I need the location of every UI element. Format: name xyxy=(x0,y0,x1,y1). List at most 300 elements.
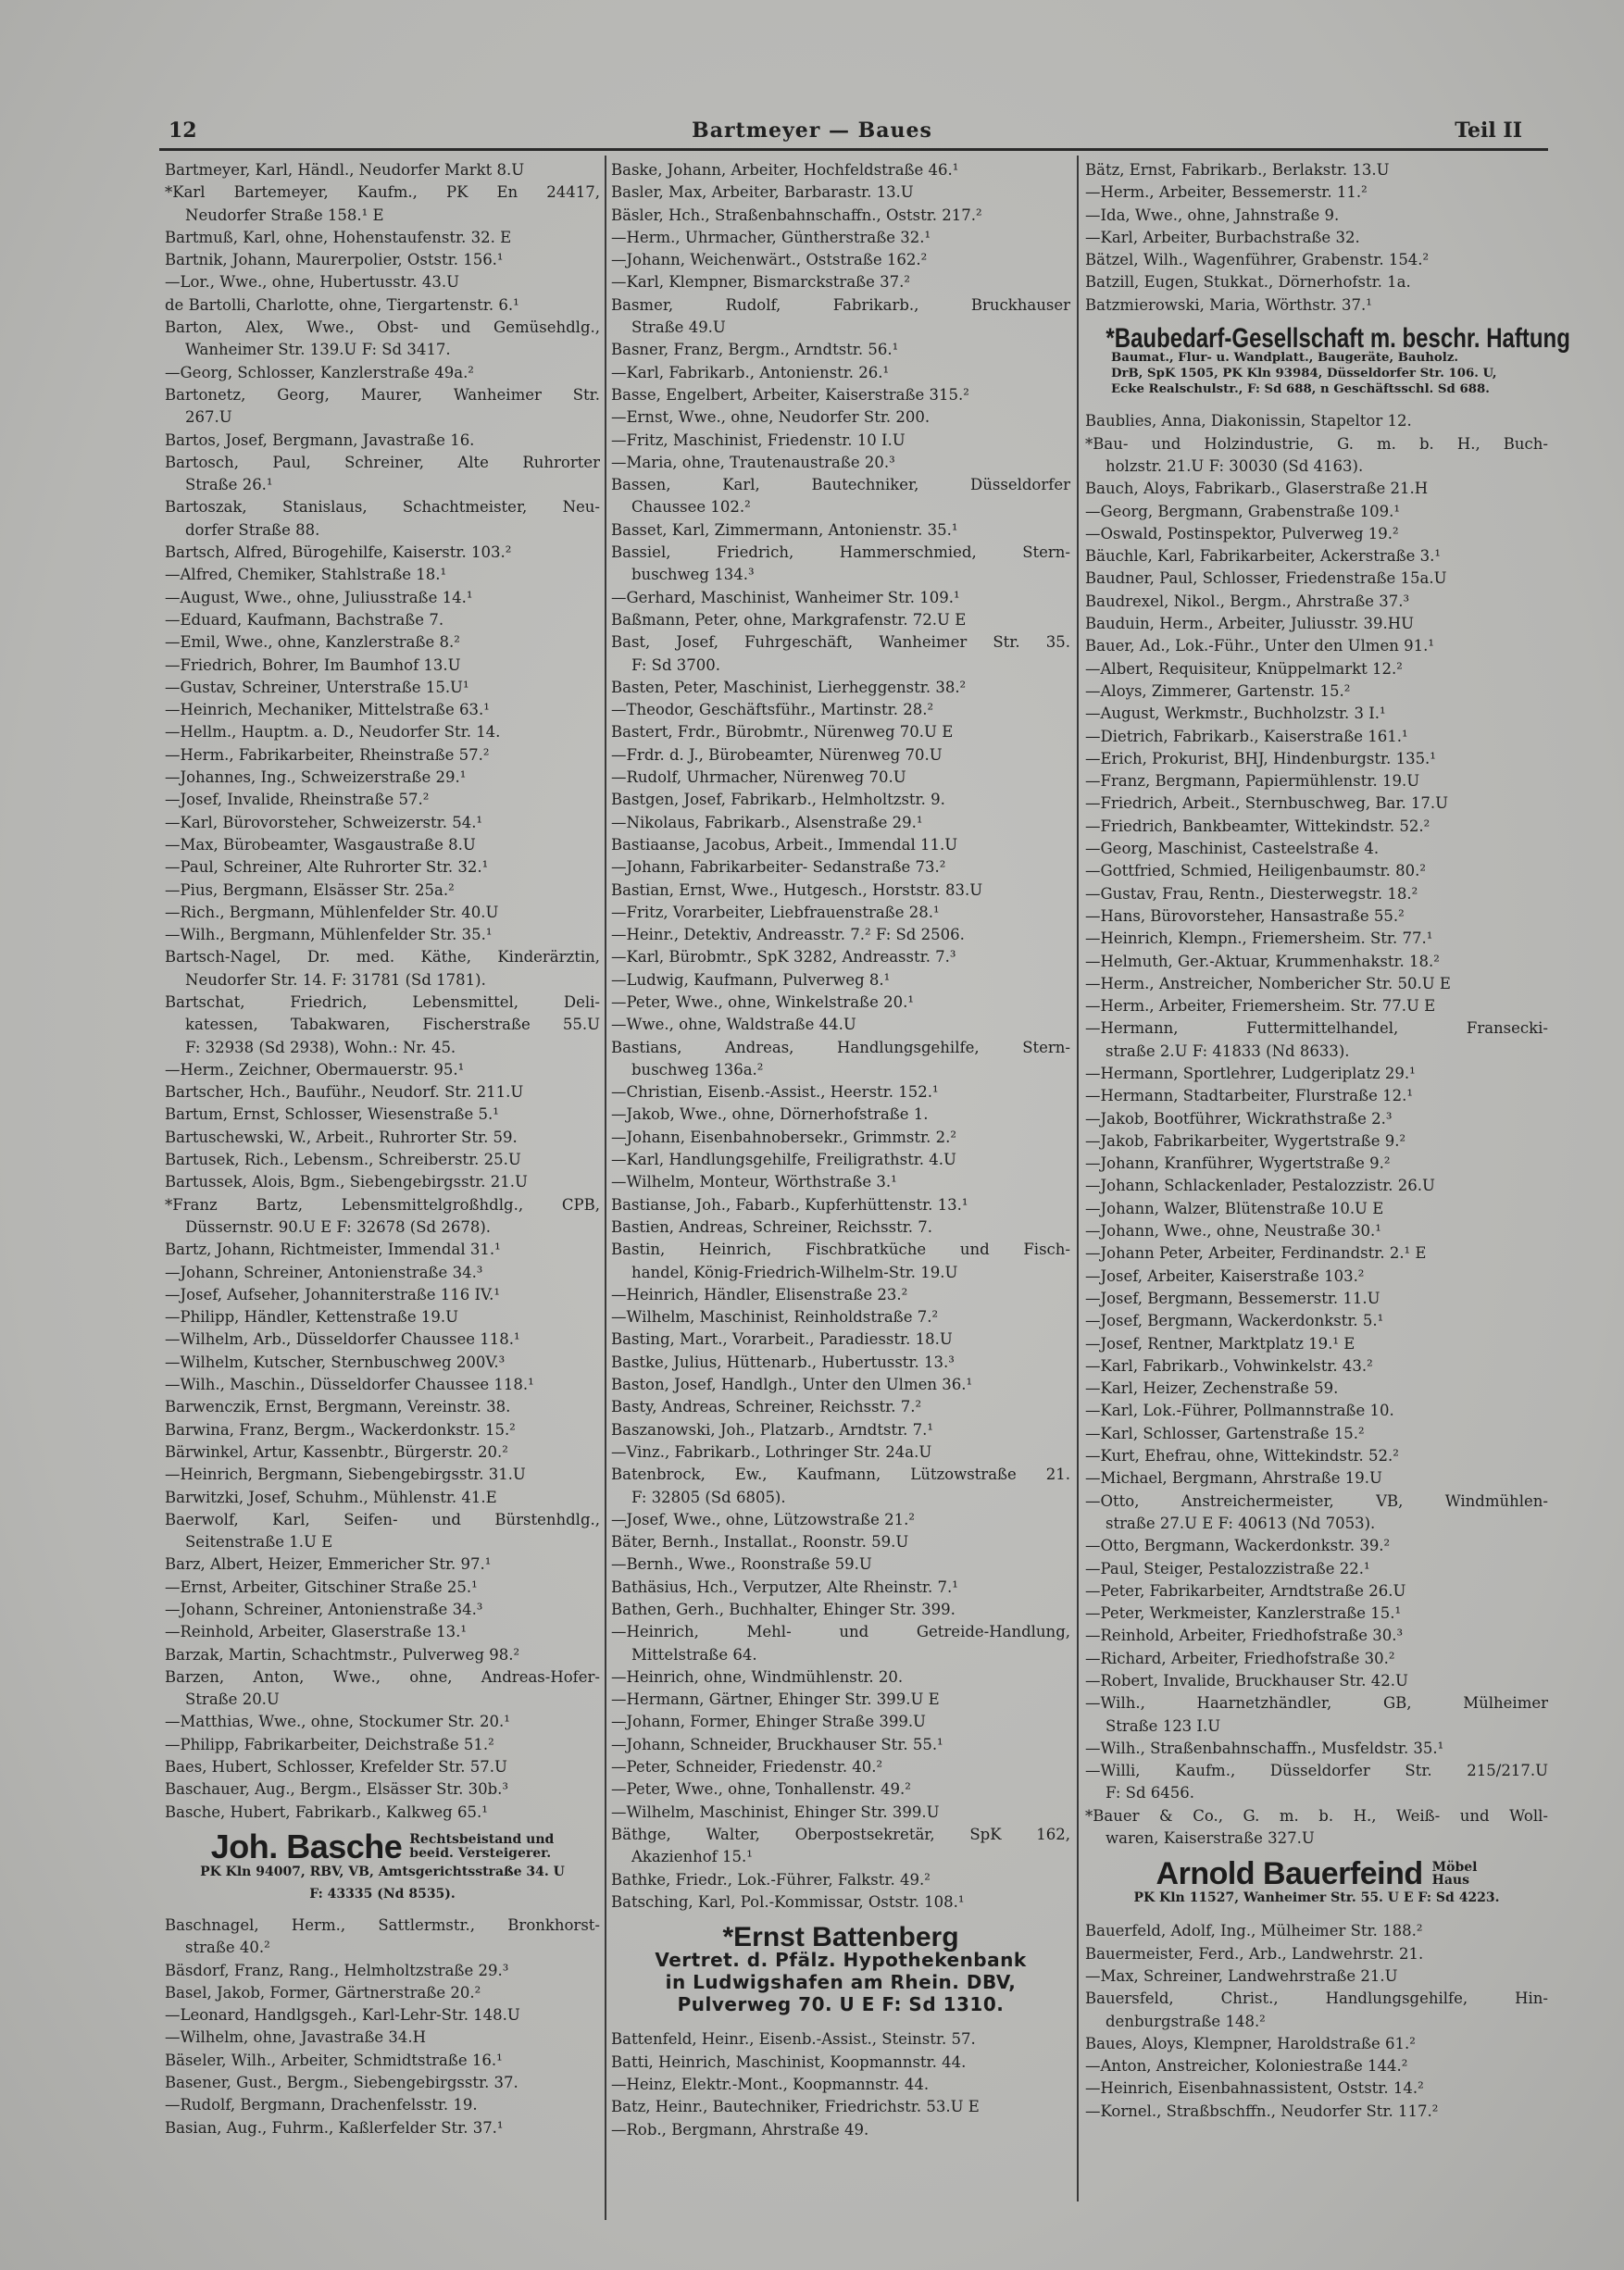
entry-line: —Jakob, Wwe., ohne, Dörnerhofstraße 1. xyxy=(611,1105,929,1124)
directory-entry xyxy=(1085,1920,1548,1942)
directory-entry xyxy=(611,1734,1070,1756)
entry-line: —Reinhold, Arbeiter, Glaserstraße 13.¹ xyxy=(165,1623,467,1641)
entry-line: Bast, Josef, Fuhrgeschäft, Wanheimer Str. 35. xyxy=(611,633,1070,652)
entry-line: Bäsler, Hch., Straßenbahnschaffn., Oststr. 217.² xyxy=(611,206,982,224)
directory-entry xyxy=(165,1352,600,1374)
directory-entry xyxy=(611,1104,1070,1126)
directory-entry xyxy=(165,317,600,362)
directory-entry xyxy=(165,1982,600,2004)
directory-entry xyxy=(165,1644,600,1666)
directory-entry xyxy=(1085,181,1548,204)
entry-line: —Hermann, Sportlehrer, Ludgeriplatz 29.¹ xyxy=(1085,1064,1416,1082)
entry-line: —Kornel., Straßbschffn., Neudorfer Str. 117.² xyxy=(1085,2102,1439,2120)
entry-line: —Johann, Walzer, Blütenstraße 10.U E xyxy=(1085,1199,1384,1217)
entry-line: Bätzel, Wilh., Wagenführer, Grabenstr. 154.² xyxy=(1085,251,1430,269)
entry-line: —Georg, Maschinist, Casteelstraße 4. xyxy=(1085,840,1380,858)
directory-entry xyxy=(611,542,1070,587)
entry-line: Basten, Peter, Maschinist, Lierheggenstr. 38.² xyxy=(611,678,967,696)
directory-entry xyxy=(165,1441,600,1464)
entry-line: —Nikolaus, Fabrikarb., Alsenstraße 29.¹ xyxy=(611,813,923,831)
directory-entry xyxy=(165,2050,600,2072)
directory-entry xyxy=(611,946,1070,968)
directory-entry xyxy=(611,1441,1070,1464)
directory-entry xyxy=(1085,1085,1548,1107)
directory-entry xyxy=(165,1104,600,1126)
directory-entry xyxy=(611,1711,1070,1733)
directory-entry xyxy=(611,2052,1070,2074)
directory-entry xyxy=(165,946,600,992)
entry-line: —Karl, Fabrikarb., Vohwinkelstr. 43.² xyxy=(1085,1356,1373,1375)
entry-line: —Josef, Bergmann, Wackerdonkstr. 5.¹ xyxy=(1085,1312,1384,1330)
directory-entry xyxy=(165,1577,600,1599)
directory-entry xyxy=(1085,905,1548,928)
entry-line: —Christian, Eisenb.-Assist., Heerstr. 152.¹ xyxy=(611,1083,939,1102)
directory-entry xyxy=(165,2027,600,2049)
entry-line: —August, Wwe., ohne, Juliusstraße 14.¹ xyxy=(165,588,473,606)
directory-entry xyxy=(1085,1175,1548,1197)
entry-line: —Johann, Wwe., ohne, Neustraße 30.¹ xyxy=(1085,1222,1381,1241)
entry-line: —Peter, Fabrikarbeiter, Arndtstraße 26.U xyxy=(1085,1581,1406,1600)
entry-line: Batti, Heinrich, Maschinist, Koopmannstr. 44. xyxy=(611,2052,967,2071)
entry-continuation-line: 267.U xyxy=(185,408,232,427)
directory-entry xyxy=(165,2094,600,2116)
directory-entry xyxy=(611,1891,1070,1914)
entry-line: —Wilh., Straßenbahnschaffn., Musfeldstr. 35.¹ xyxy=(1085,1739,1444,1757)
directory-entry xyxy=(611,1194,1070,1216)
directory-entry xyxy=(611,362,1070,384)
entry-line: —Wilhelm, ohne, Javastraße 34.H xyxy=(165,2028,427,2047)
directory-entry xyxy=(611,271,1070,293)
directory-entry xyxy=(611,430,1070,452)
directory-entry xyxy=(1085,973,1548,995)
entry-line: —Wilh., Haarnetzhändler, GB, Mülheimer xyxy=(1085,1694,1548,1713)
directory-entry xyxy=(1085,159,1548,181)
entry-line: Bäsdorf, Franz, Rang., Helmholtzstraße 29.³ xyxy=(165,1961,509,1979)
entry-line: Bartsch-Nagel, Dr. med. Käthe, Kinderärztin, xyxy=(165,948,600,967)
entry-line: —Helmuth, Ger.-Aktuar, Krummenhakstr. 18.² xyxy=(1085,952,1440,970)
entry-line: —Heinrich, Händler, Elisenstraße 23.² xyxy=(611,1285,908,1303)
running-title: Bartmeyer — Baues xyxy=(692,118,932,143)
directory-entry xyxy=(611,1216,1070,1239)
directory-entry xyxy=(611,294,1070,340)
entry-continuation-line: F: 32805 (Sd 6805). xyxy=(631,1488,786,1506)
entry-line: Bartsch, Alfred, Bürogehilfe, Kaiserstr. 103.² xyxy=(165,543,512,562)
entry-line: —Oswald, Postinspektor, Pulverweg 19.² xyxy=(1085,524,1399,543)
directory-entry xyxy=(1085,792,1548,815)
directory-entry xyxy=(1085,2101,1548,2123)
entry-line: —Wilh., Maschin., Düsseldorfer Chaussee 118.¹ xyxy=(165,1376,534,1394)
directory-entry xyxy=(1085,995,1548,1017)
directory-entry xyxy=(611,2096,1070,2118)
advertisement-arnold-bauerfeind xyxy=(1085,1850,1548,1920)
entry-line: —Wilhelm, Arb., Düsseldorfer Chaussee 118.¹ xyxy=(165,1330,520,1349)
entry-line: —Heinrich, Eisenbahnassistent, Oststr. 14.² xyxy=(1085,2079,1424,2098)
directory-entry xyxy=(611,2119,1070,2141)
entry-continuation-line: Akazienhof 15.¹ xyxy=(631,1848,753,1866)
directory-entry xyxy=(611,1352,1070,1374)
advertisement-ernst-battenberg xyxy=(611,1914,1070,2028)
directory-entry xyxy=(611,1689,1070,1711)
directory-entry xyxy=(165,362,600,384)
entry-continuation-line: Chaussee 102.² xyxy=(631,498,751,517)
directory-entry xyxy=(165,1711,600,1733)
directory-entry xyxy=(1085,951,1548,973)
entry-line: Bartuschewski, W., Arbeit., Ruhrorter Str. 59. xyxy=(165,1128,518,1146)
directory-entry xyxy=(165,1127,600,1149)
entry-line: Batz, Heinr., Bautechniker, Friedrichstr. 53.U E xyxy=(611,2098,980,2116)
directory-entry xyxy=(611,227,1070,249)
entry-line: Barwenczik, Ernst, Bergmann, Vereinstr. 38. xyxy=(165,1398,511,1416)
entry-continuation-line: katessen, Tabakwaren, Fischerstraße 55.U xyxy=(185,1016,600,1034)
directory-entry xyxy=(165,271,600,293)
directory-entry xyxy=(165,181,600,227)
entry-line: Basse, Engelbert, Arbeiter, Kaiserstraße 315.² xyxy=(611,385,969,404)
entry-line: —Fritz, Vorarbeiter, Liebfrauenstraße 28.¹ xyxy=(611,903,940,921)
directory-entry xyxy=(165,564,600,586)
directory-entry xyxy=(1085,410,1548,432)
entry-continuation-line: buschweg 134.³ xyxy=(631,566,755,584)
directory-entry xyxy=(165,1802,600,1824)
directory-entry xyxy=(611,721,1070,743)
entry-line: —Karl, Bürobmtr., SpK 3282, Andreasstr. 7.³ xyxy=(611,948,956,967)
entry-line: —Otto, Anstreichermeister, VB, Windmühlen- xyxy=(1085,1491,1548,1510)
directory-entry xyxy=(1085,1648,1548,1670)
ad-title: Arnold Bauerfeind xyxy=(1156,1856,1423,1892)
directory-entry xyxy=(1085,1333,1548,1355)
directory-entry xyxy=(1085,1670,1548,1692)
directory-entry xyxy=(165,744,600,767)
entry-line: —Karl, Klempner, Bismarckstraße 37.² xyxy=(611,273,911,292)
entry-line: —Paul, Schreiner, Alte Ruhrorter Str. 32.¹ xyxy=(165,858,489,877)
directory-entry xyxy=(1085,1535,1548,1557)
entry-line: —Peter, Schneider, Friedenstr. 40.² xyxy=(611,1758,883,1777)
directory-entry xyxy=(1085,1130,1548,1153)
directory-entry xyxy=(1085,1580,1548,1603)
entry-line: —Heinrich, ohne, Windmühlenstr. 20. xyxy=(611,1667,904,1686)
entry-line: Bartnik, Johann, Maurerpolier, Oststr. 156.¹ xyxy=(165,251,504,269)
entry-line: Bauer, Ad., Lok.-Führ., Unter den Ulmen 91.¹ xyxy=(1085,637,1434,655)
entry-line: —Frdr. d. J., Bürobeamter, Nürenweg 70.U xyxy=(611,745,943,764)
entry-line: Bastgen, Josef, Fabrikarb., Helmholtzstr. 9. xyxy=(611,791,945,809)
directory-entry xyxy=(1085,1943,1548,1965)
entry-line: Bartmuß, Karl, ohne, Hohenstaufenstr. 32. E xyxy=(165,228,512,246)
directory-entry xyxy=(165,767,600,789)
directory-entry xyxy=(1085,1220,1548,1242)
directory-entry xyxy=(1085,658,1548,680)
section-label: Teil II xyxy=(1455,118,1522,143)
directory-entry xyxy=(165,2117,600,2139)
directory-entry xyxy=(1085,1965,1548,1988)
entry-line: Bassen, Karl, Bautechniker, Düsseldorfer xyxy=(611,476,1070,494)
directory-entry xyxy=(1085,227,1548,249)
ad-line: Vertret. d. Pfälz. Hypothekenbank xyxy=(655,1949,1027,1972)
directory-entry xyxy=(611,1756,1070,1778)
entry-continuation-line: F: 32938 (Sd 2938), Wohn.: Nr. 45. xyxy=(185,1038,456,1056)
directory-entry xyxy=(611,969,1070,992)
directory-entry xyxy=(165,1509,600,1554)
directory-entry xyxy=(611,519,1070,542)
directory-entry xyxy=(1085,1198,1548,1220)
directory-entry xyxy=(1085,1153,1548,1175)
directory-entry xyxy=(611,856,1070,879)
ad-line: DrB, SpK 1505, PK Kln 93984, Düsseldorfer Str. 106. U, xyxy=(1111,367,1497,381)
entry-line: Bastian, Ernst, Wwe., Hutgesch., Horststr. 83.U xyxy=(611,880,983,899)
entry-line: Bäthge, Walter, Oberpostsekretär, SpK 162, xyxy=(611,1825,1070,1843)
entry-line: —Wilhelm, Kutscher, Sternbuschweg 200V.³ xyxy=(165,1353,506,1371)
entry-line: —Johann Peter, Arbeiter, Ferdinandstr. 2.¹ E xyxy=(1085,1244,1427,1263)
directory-entry xyxy=(611,1869,1070,1891)
directory-entry xyxy=(165,1778,600,1801)
entry-line: Batzill, Eugen, Stukkat., Dörnerhofstr. 1a. xyxy=(1085,273,1411,292)
directory-entry xyxy=(611,205,1070,227)
directory-entry xyxy=(1085,883,1548,905)
directory-entry xyxy=(1085,591,1548,613)
directory-entry xyxy=(611,406,1070,429)
directory-entry xyxy=(1085,1242,1548,1265)
directory-entry xyxy=(611,1396,1070,1418)
ad-line: F: 43335 (Nd 8535). xyxy=(309,1886,456,1902)
entry-continuation-line: Neudorfer Str. 14. F: 31781 (Sd 1781). xyxy=(185,970,486,989)
entry-line: —Willi, Kaufm., Düsseldorfer Str. 215/217.U xyxy=(1085,1762,1548,1780)
entry-line: —Reinhold, Arbeiter, Friedhofstraße 30.³ xyxy=(1085,1627,1404,1645)
directory-entry xyxy=(611,1374,1070,1396)
entry-line: Baschnagel, Herm., Sattlermstr., Bronkhorst- xyxy=(165,1915,600,1934)
entry-line: —Gottfried, Schmied, Heiligenbaumstr. 80.² xyxy=(1085,862,1427,880)
directory-entry xyxy=(611,1171,1070,1193)
entry-line: —Erich, Prokurist, BHJ, Hindenburgstr. 135.¹ xyxy=(1085,749,1436,767)
directory-entry xyxy=(165,631,600,654)
directory-entry xyxy=(165,2072,600,2094)
directory-entry xyxy=(611,1802,1070,1824)
entry-line: —Max, Schreiner, Landwehrstraße 21.U xyxy=(1085,1966,1398,1985)
entry-line: —Friedrich, Arbeit., Sternbuschweg, Bar. 17.U xyxy=(1085,794,1449,813)
entry-continuation-line: straße 27.U E F: 40613 (Nd 7053). xyxy=(1106,1514,1376,1532)
entry-line: Bäter, Bernh., Installat., Roonstr. 59.U xyxy=(611,1533,909,1552)
entry-line: Basner, Franz, Bergm., Arndtstr. 56.¹ xyxy=(611,341,899,359)
entry-line: Bauersfeld, Christ., Handlungsgehilfe, Hin- xyxy=(1085,1989,1548,2008)
directory-entry xyxy=(1085,1760,1548,1805)
column-middle xyxy=(611,159,1070,2141)
column-divider xyxy=(1077,156,1079,2201)
entry-continuation-line: Straße 26.¹ xyxy=(185,476,273,494)
directory-entry xyxy=(1085,726,1548,748)
entry-line: —Rudolf, Uhrmacher, Nürenweg 70.U xyxy=(611,768,906,787)
entry-line: —Herm., Arbeiter, Bessemerstr. 11.² xyxy=(1085,183,1368,202)
directory-entry xyxy=(1085,1445,1548,1467)
directory-entry xyxy=(165,879,600,902)
entry-continuation-line: Neudorfer Straße 158.¹ E xyxy=(185,206,384,224)
entry-line: —Heinrich, Mechaniker, Mittelstraße 63.¹ xyxy=(165,701,490,719)
directory-entry xyxy=(611,992,1070,1014)
page-number: 12 xyxy=(169,118,197,143)
entry-line: —Johann, Kranführer, Wygertstraße 9.² xyxy=(1085,1154,1391,1173)
directory-entry xyxy=(611,587,1070,609)
ad-title: *Baubedarf-Gesellschaft m. beschr. Haftung xyxy=(1106,323,1570,355)
directory-entry xyxy=(1085,1467,1548,1490)
entry-line: —Heinrich, Bergmann, Siebengebirgsstr. 31.U xyxy=(165,1466,526,1484)
entry-line: Barz, Albert, Heizer, Emmericher Str. 97.¹ xyxy=(165,1555,492,1574)
directory-entry xyxy=(611,1599,1070,1621)
entry-line: —Rich., Bergmann, Mühlenfelder Str. 40.U xyxy=(165,903,499,921)
directory-entry xyxy=(165,1194,600,1240)
directory-entry xyxy=(165,677,600,699)
directory-entry xyxy=(611,452,1070,474)
directory-entry xyxy=(1085,249,1548,271)
entry-line: Bartos, Josef, Bergmann, Javastraße 16. xyxy=(165,430,475,449)
entry-line: Barton, Alex, Wwe., Obst- und Gemüsehdlg., xyxy=(165,318,600,337)
directory-entry xyxy=(1085,928,1548,950)
entry-line: —Herm., Fabrikarbeiter, Rheinstraße 57.² xyxy=(165,745,490,764)
directory-entry xyxy=(165,856,600,879)
directory-entry xyxy=(165,1756,600,1778)
entry-line: —Otto, Bergmann, Wackerdonkstr. 39.² xyxy=(1085,1537,1391,1555)
directory-entry xyxy=(1085,2077,1548,2100)
entry-line: Bastke, Julius, Hüttenarb., Hubertusstr. 13.³ xyxy=(611,1353,955,1371)
entry-line: Bartussek, Alois, Bgm., Siebengebirgsstr. 21.U xyxy=(165,1173,528,1191)
entry-line: —Kurt, Ehefrau, ohne, Wittekindstr. 52.² xyxy=(1085,1447,1399,1466)
entry-line: —Georg, Schlosser, Kanzlerstraße 49a.² xyxy=(165,363,474,381)
directory-entry xyxy=(611,1037,1070,1082)
ad-line: PK Kln 11527, Wanheimer Str. 55. U E F: Sd 4223. xyxy=(1133,1890,1500,1906)
entry-line: Bartum, Ernst, Schlosser, Wiesenstraße 5.¹ xyxy=(165,1105,499,1124)
entry-line: —Josef, Wwe., ohne, Lützowstraße 21.² xyxy=(611,1510,915,1528)
directory-entry xyxy=(165,1960,600,1982)
entry-line: —Philipp, Fabrikarbeiter, Deichstraße 51.² xyxy=(165,1735,494,1753)
entry-line: —Jakob, Fabrikarbeiter, Wygertstraße 9.² xyxy=(1085,1131,1406,1150)
ad-subtitle: Rechtsbeistand und xyxy=(409,1831,555,1847)
entry-continuation-line: Straße 49.U xyxy=(631,318,726,337)
entry-line: —Vinz., Fabrikarb., Lothringer Str. 24a.U xyxy=(611,1442,932,1461)
entry-line: —Heinrich, Klempn., Friemersheim. Str. 77.¹ xyxy=(1085,929,1433,948)
directory-entry xyxy=(1085,1266,1548,1288)
directory-entry xyxy=(165,1328,600,1351)
entry-line: —Anton, Anstreicher, Koloniestraße 144.² xyxy=(1085,2057,1408,2076)
entry-line: —Peter, Werkmeister, Kanzlerstraße 15.¹ xyxy=(1085,1604,1402,1623)
directory-entry xyxy=(1085,703,1548,725)
directory-entry xyxy=(611,609,1070,631)
directory-entry xyxy=(165,496,600,542)
directory-entry xyxy=(1085,501,1548,523)
directory-entry xyxy=(1085,748,1548,770)
entry-line: —Johann, Schneider, Bruckhauser Str. 55.¹ xyxy=(611,1735,943,1753)
entry-continuation-line: Straße 123 I.U xyxy=(1106,1716,1221,1735)
entry-line: —Hermann, Gärtner, Ehinger Str. 399.U E xyxy=(611,1690,940,1709)
directory-entry xyxy=(165,249,600,271)
directory-entry xyxy=(611,924,1070,946)
entry-continuation-line: Mittelstraße 64. xyxy=(631,1645,757,1664)
directory-entry xyxy=(165,1621,600,1643)
directory-entry xyxy=(165,789,600,811)
entry-line: —Karl, Bürovorsteher, Schweizerstr. 54.¹ xyxy=(165,813,483,831)
directory-entry xyxy=(165,834,600,856)
entry-line: Bartonetz, Georg, Maurer, Wanheimer Str. xyxy=(165,385,600,404)
directory-entry xyxy=(165,1666,600,1712)
entry-line: —Pius, Bergmann, Elsässer Str. 25a.² xyxy=(165,880,455,899)
directory-entry xyxy=(611,474,1070,519)
entry-line: Bartusek, Rich., Lebensm., Schreiberstr. 25.U xyxy=(165,1151,521,1169)
entry-line: Bauermeister, Ferd., Arb., Landwehrstr. 21. xyxy=(1085,1944,1424,1963)
directory-entry xyxy=(611,1464,1070,1509)
entry-line: —Jakob, Bootführer, Wickrathstraße 2.³ xyxy=(1085,1109,1393,1128)
directory-entry xyxy=(165,1419,600,1441)
entry-line: Bartosch, Paul, Schreiner, Alte Ruhrorter xyxy=(165,453,600,471)
directory-entry xyxy=(1085,2055,1548,2077)
entry-line: —Friedrich, Bankbeamter, Wittekindstr. 52.² xyxy=(1085,817,1430,835)
directory-entry xyxy=(1085,1310,1548,1332)
entry-continuation-line: holzstr. 21.U F: 30030 (Sd 4163). xyxy=(1106,456,1364,475)
advertisement-baubedarf xyxy=(1085,317,1570,410)
entry-line: —Dietrich, Fabrikarb., Kaiserstraße 161.¹ xyxy=(1085,727,1408,745)
entry-continuation-line: Düssernstr. 90.U E F: 32678 (Sd 2678). xyxy=(185,1217,492,1236)
entry-line: —Wilhelm, Monteur, Wörthstraße 3.¹ xyxy=(611,1173,897,1191)
entry-line: Basche, Hubert, Fabrikarb., Kalkweg 65.¹ xyxy=(165,1802,488,1821)
directory-entry xyxy=(611,902,1070,924)
directory-entry xyxy=(611,1577,1070,1599)
directory-entry xyxy=(165,1553,600,1576)
entry-line: Basmer, Rudolf, Fabrikarb., Bruckhauser xyxy=(611,295,1070,314)
directory-entry xyxy=(165,452,600,497)
directory-entry xyxy=(165,1171,600,1193)
entry-line: —Alfred, Chemiker, Stahlstraße 18.¹ xyxy=(165,566,447,584)
directory-entry xyxy=(165,1734,600,1756)
entry-line: —Albert, Requisiteur, Knüppelmarkt 12.² xyxy=(1085,659,1403,678)
entry-line: —August, Werkmstr., Buchholzstr. 3 I.¹ xyxy=(1085,705,1386,723)
directory-entry xyxy=(165,1487,600,1509)
entry-continuation-line: F: Sd 3700. xyxy=(631,655,721,674)
directory-entry xyxy=(1085,816,1548,838)
directory-entry xyxy=(165,1262,600,1284)
entry-line: —Heinrich, Mehl- und Getreide-Handlung, xyxy=(611,1623,1070,1641)
entry-line: —Wilhelm, Maschinist, Reinholdstraße 7.² xyxy=(611,1308,939,1327)
directory-entry xyxy=(1085,1400,1548,1422)
entry-line: Bastert, Frdr., Bürobmtr., Nürenweg 70.U E xyxy=(611,723,954,742)
entry-line: —Georg, Bergmann, Grabenstraße 109.¹ xyxy=(1085,502,1400,520)
entry-line: —Johann, Schlackenlader, Pestalozzistr. 26.U xyxy=(1085,1177,1435,1195)
entry-line: Bartz, Johann, Richtmeister, Immendal 31.¹ xyxy=(165,1241,501,1259)
ad-subtitle: Möbel xyxy=(1431,1860,1478,1876)
entry-line: —Karl, Heizer, Zechenstraße 59. xyxy=(1085,1379,1339,1398)
directory-entry xyxy=(611,181,1070,204)
directory-entry xyxy=(165,1599,600,1621)
entry-line: —Wilhelm, Maschinist, Ehinger Str. 399.U xyxy=(611,1802,940,1821)
directory-entry xyxy=(611,1824,1070,1869)
entry-line: —Friedrich, Bohrer, Im Baumhof 13.U xyxy=(165,655,461,674)
directory-entry xyxy=(1085,294,1548,317)
entry-line: —Johann, Weichenwärt., Oststraße 162.² xyxy=(611,251,928,269)
entry-line: —Theodor, Geschäftsführ., Martinstr. 28.² xyxy=(611,701,934,719)
entry-line: —Hermann, Futtermittelhandel, Fransecki- xyxy=(1085,1019,1548,1038)
directory-entry xyxy=(165,609,600,631)
entry-line: —Eduard, Kaufmann, Bachstraße 7. xyxy=(165,610,444,629)
directory-entry xyxy=(1085,1063,1548,1085)
directory-entry xyxy=(165,1239,600,1261)
entry-line: —Lor., Wwe., ohne, Hubertusstr. 43.U xyxy=(165,273,459,292)
entry-line: Bartmeyer, Karl, Händl., Neudorfer Markt 8.U xyxy=(165,161,525,179)
entry-line: —Herm., Anstreicher, Nombericher Str. 50.U E xyxy=(1085,974,1451,992)
entry-line: —Rudolf, Bergmann, Drachenfelsstr. 19. xyxy=(165,2096,478,2114)
entry-line: Barzen, Anton, Wwe., ohne, Andreas-Hofer- xyxy=(165,1667,600,1686)
directory-entry xyxy=(1085,1423,1548,1445)
entry-line: —Rob., Bergmann, Ahrstraße 49. xyxy=(611,2120,869,2139)
entry-line: —Josef, Arbeiter, Kaiserstraße 103.² xyxy=(1085,1266,1365,1285)
directory-entry xyxy=(611,1127,1070,1149)
directory-entry xyxy=(1085,1625,1548,1647)
entry-line: Basel, Jakob, Former, Gärtnerstraße 20.² xyxy=(165,1983,481,2002)
entry-line: —Maria, ohne, Trautenaustraße 20.³ xyxy=(611,453,895,471)
ad-subtitle: beeid. Versteigerer. xyxy=(409,1845,552,1861)
entry-line: Baes, Hubert, Schlosser, Krefelder Str. 57.U xyxy=(165,1758,507,1777)
directory-entry xyxy=(1085,545,1548,568)
